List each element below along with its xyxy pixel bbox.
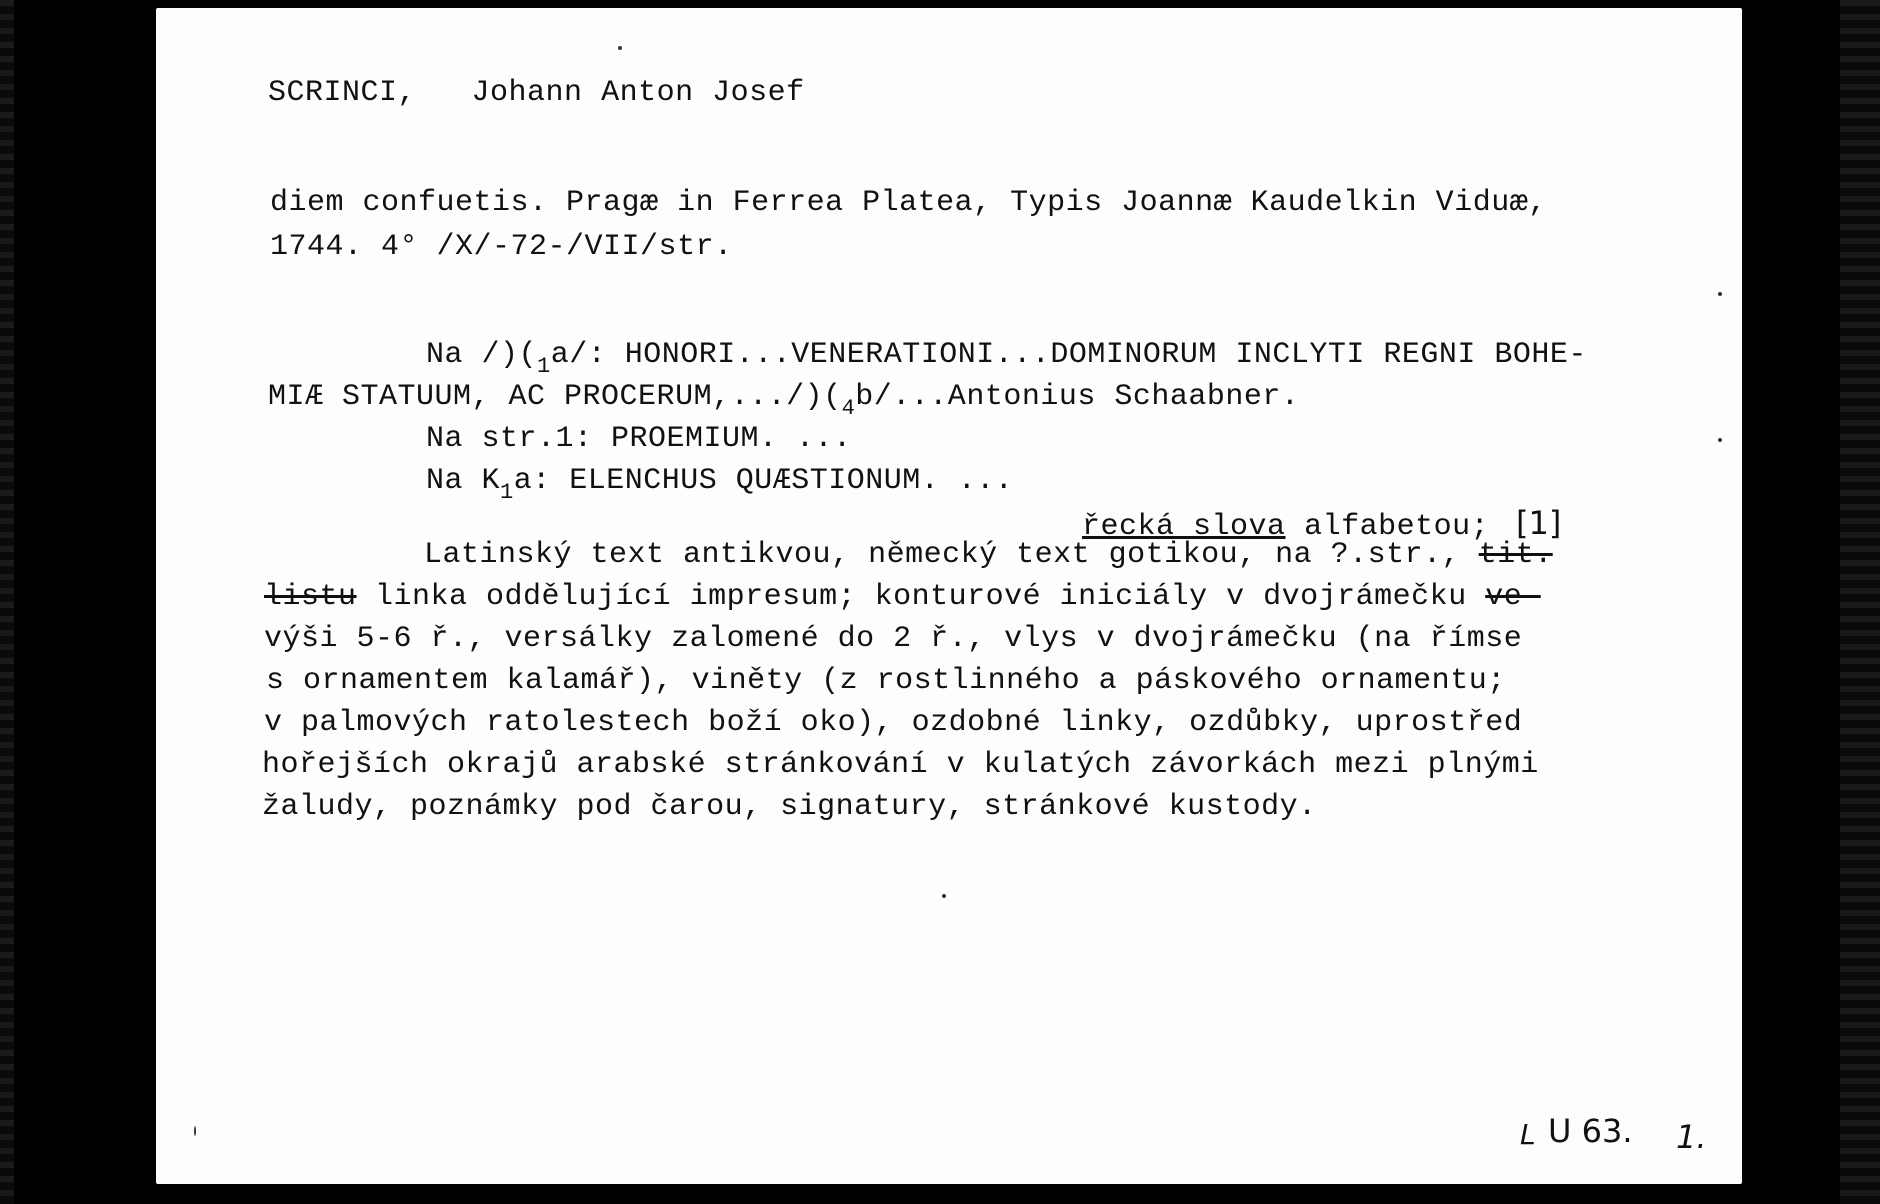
scan-speck xyxy=(1718,292,1722,296)
inserted-mark: [1] xyxy=(1516,504,1562,542)
description-line-1-struck: tit. xyxy=(1478,538,1553,572)
catalog-card xyxy=(156,8,1742,1184)
description-line-1 xyxy=(424,538,1553,572)
description-line-3: výši 5-6 ř., versálky zalomené do 2 ř., vlys v dvojrámečku (na římse xyxy=(264,622,1523,656)
shelfmark: U 63. xyxy=(1548,1112,1633,1150)
description-line-1-a: Latinský text antikvou, německý text gotikou, na xyxy=(424,538,1331,572)
heading-name: SCRINCI, xyxy=(268,76,417,110)
hand-mark-left: L xyxy=(1520,1118,1536,1151)
scan-speck xyxy=(618,46,622,50)
inserted-words: řecká slova xyxy=(1082,510,1286,544)
description-line-1-b: ?.str., xyxy=(1330,538,1461,572)
imprint-line-1: diem confuetis. Pragæ in Ferrea Platea, Typis Joannæ Kaudelkin Viduæ, xyxy=(270,186,1547,220)
contents-line-2-a: MIÆ STATUUM, AC PROCERUM,.../)( xyxy=(268,380,842,414)
contents-line-1-b: a/: HONORI...VENERATIONI...DOMINORUM INCLYTI REGNI BOHE- xyxy=(550,338,1587,372)
contents-line-3: Na str.1: PROEMIUM. ... xyxy=(426,422,852,456)
scan-speck xyxy=(194,1126,196,1136)
contents-line-2-b: b/...Antonius Schaabner. xyxy=(855,380,1300,414)
description-line-2-b: linka oddělující impresum; konturové iniciály v dvojrámečku xyxy=(356,580,1467,614)
contents-line-1-sub: 1 xyxy=(537,354,551,379)
scan-speck xyxy=(1718,438,1722,442)
contents-line-4-sub: 1 xyxy=(500,480,514,505)
contents-line-2 xyxy=(268,380,1299,421)
scan-edge-left xyxy=(0,0,14,1204)
heading-line xyxy=(268,76,805,110)
scan-edge-right xyxy=(1840,0,1880,1204)
description-line-2-struck-end: ve- xyxy=(1485,580,1541,614)
contents-line-1-a: Na /)( xyxy=(426,338,538,372)
description-line-6: hořejších okrajů arabské stránkování v kulatých závorkách mezi plnými xyxy=(262,748,1539,782)
contents-line-4 xyxy=(426,464,1013,505)
contents-line-1 xyxy=(426,338,1587,379)
imprint-line-2: 1744. 4° /X/-72-/VII/str. xyxy=(270,230,733,264)
contents-line-2-sub: 4 xyxy=(841,396,856,421)
inserted-tail: alfabetou; xyxy=(1304,510,1490,544)
contents-line-4-b: a: ELENCHUS QUÆSTIONUM. ... xyxy=(513,464,1014,498)
card-number: 1. xyxy=(1676,1118,1707,1156)
contents-line-4-a: Na K xyxy=(426,464,501,498)
description-line-4: s ornamentem kalamář), viněty (z rostlinného a páskového ornamentu; xyxy=(266,664,1506,698)
scan-speck xyxy=(942,894,946,898)
description-line-5: v palmových ratolestech boží oko), ozdobné linky, ozdůbky, uprostřed xyxy=(264,706,1523,740)
description-line-2-struck: listu xyxy=(264,580,357,614)
description-line-7: žaludy, poznámky pod čarou, signatury, stránkové kustody. xyxy=(262,790,1317,824)
heading-forenames: Johann Anton Josef xyxy=(471,76,805,110)
description-line-2 xyxy=(264,580,1541,614)
